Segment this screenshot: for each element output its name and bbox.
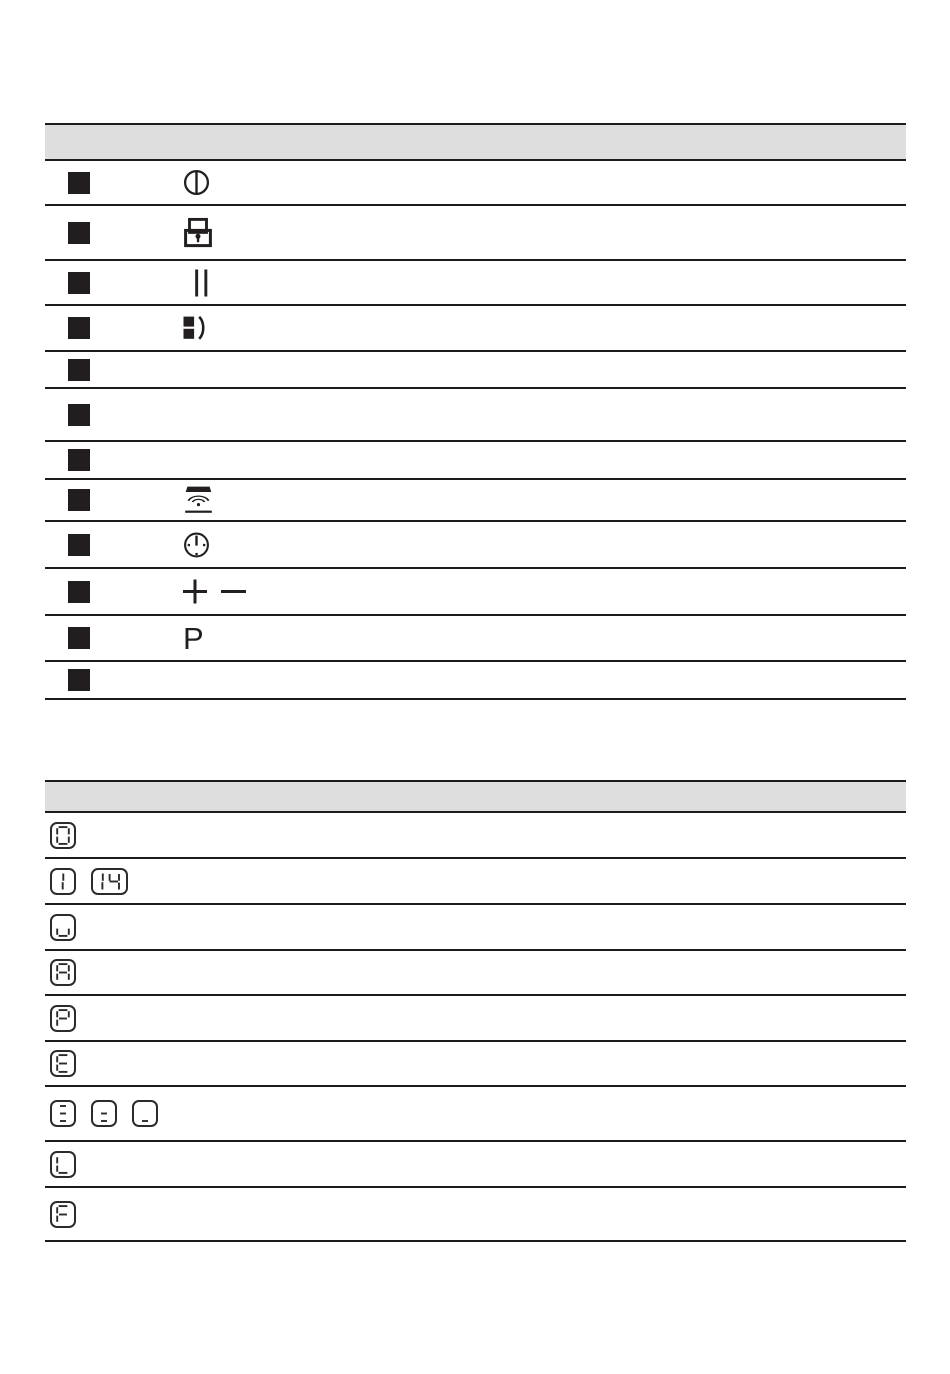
item-marker [68,669,90,691]
item-marker [68,404,90,426]
icon-cell [113,217,906,248]
table-row [45,616,906,662]
control-panel-table-header [45,123,906,161]
item-marker [68,359,90,381]
icon-cell [113,485,906,515]
bridge-icon [183,314,210,342]
item-marker [68,172,90,194]
icon-cell [113,169,906,196]
seven-segment-P [50,1005,76,1032]
item-marker [68,449,90,471]
marker-cell [45,489,113,511]
segment-cell [45,914,906,941]
marker-cell [45,317,113,339]
item-marker [68,317,90,339]
segment-cell [45,1151,906,1178]
table-row [45,569,906,616]
marker-cell [45,627,113,649]
seven-segment-L [50,1151,76,1178]
table-row [45,261,906,306]
marker-cell [45,272,113,294]
seven-segment-14 [91,868,128,895]
seven-segment-E [50,1050,76,1077]
seven-segment-A [50,959,76,986]
item-marker [68,581,90,603]
hob2hood-icon [183,485,214,515]
minus-icon [221,579,246,604]
seven-segment-F [50,1201,76,1228]
item-marker [68,627,90,649]
marker-cell [45,222,113,244]
icon-cell [113,620,906,656]
segment-cell [45,959,906,986]
timer-icon [183,531,210,559]
table-row [45,442,906,480]
seven-segment-single-dash [132,1100,158,1127]
table-row [45,389,906,442]
segment-cell [45,1050,906,1077]
table-row [45,1042,906,1087]
seven-segment-0 [50,822,76,849]
table-row [45,662,906,700]
pause-icon [183,269,213,297]
item-marker [68,222,90,244]
icon-cell [113,579,906,604]
lock-icon [183,217,213,248]
table-row [45,206,906,261]
plus-icon [183,579,207,604]
segment-cell [45,1005,906,1032]
display-table-header [45,780,906,813]
table-row [45,996,906,1042]
marker-cell [45,669,113,691]
table-row [45,1087,906,1142]
table-row [45,951,906,996]
marker-cell [45,172,113,194]
icon-cell [113,531,906,559]
segment-cell [45,1201,906,1228]
power-boost-label: P [183,620,204,656]
display-table [45,780,906,1242]
seven-segment-u [50,914,76,941]
table-row [45,1188,906,1242]
marker-cell [45,359,113,381]
power-icon [183,169,210,196]
seven-segment-double-dash [91,1100,117,1127]
table-row [45,352,906,389]
table-row [45,522,906,569]
control-panel-table [45,123,906,700]
segment-cell [45,1100,906,1127]
table-row [45,306,906,352]
table-row [45,480,906,522]
seven-segment-1 [50,868,76,895]
item-marker [68,272,90,294]
table-row [45,1142,906,1188]
icon-cell [113,269,906,297]
marker-cell [45,581,113,603]
marker-cell [45,449,113,471]
marker-cell [45,534,113,556]
item-marker [68,534,90,556]
segment-cell [45,868,906,895]
table-row [45,813,906,859]
table-row [45,859,906,905]
table-row [45,905,906,951]
item-marker [68,489,90,511]
icon-cell [113,314,906,342]
marker-cell [45,404,113,426]
table-row [45,161,906,206]
seven-segment-triple-dash [50,1100,76,1127]
segment-cell [45,822,906,849]
